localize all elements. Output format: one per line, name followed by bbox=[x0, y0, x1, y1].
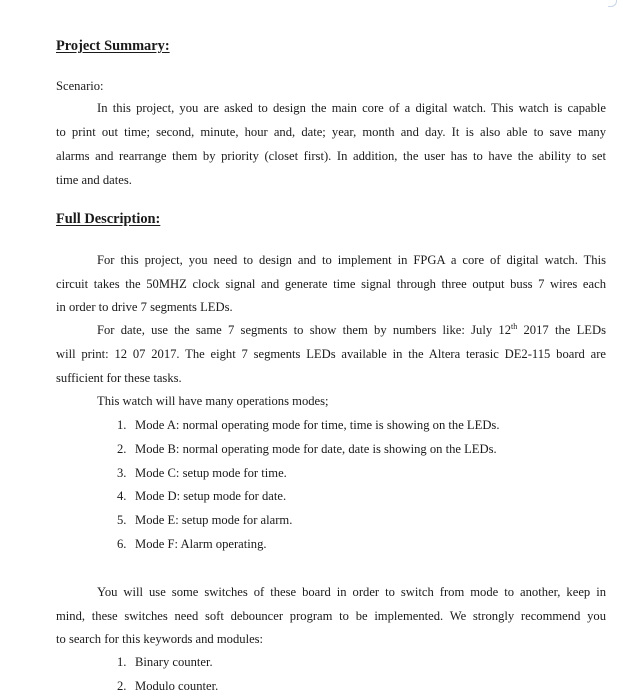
mode-f-text: Mode F: Alarm operating. bbox=[135, 537, 267, 551]
switches-line-3: to search for this keywords and modules: bbox=[56, 632, 264, 646]
list-number: 2. bbox=[117, 442, 127, 456]
list-number: 6. bbox=[117, 537, 127, 551]
list-item bbox=[117, 417, 499, 433]
switches-line-1: You will use some switches of these board in order to switch from mode to another, keep in bbox=[97, 585, 606, 599]
list-number: 4. bbox=[117, 489, 127, 503]
date-line-1 bbox=[97, 322, 606, 338]
corner-mark bbox=[608, 0, 617, 7]
list-item bbox=[117, 654, 213, 670]
description-line-1: For this project, you need to design and to implement in FPGA a core of digital watch. This bbox=[97, 253, 606, 267]
keyword-modulo-counter: Modulo counter. bbox=[135, 679, 219, 693]
list-item bbox=[117, 441, 497, 457]
list-number: 1. bbox=[117, 655, 127, 669]
project-summary-heading: Project Summary: bbox=[56, 38, 170, 54]
mode-b-text: Mode B: normal operating mode for date, date is showing on the LEDs. bbox=[135, 442, 497, 456]
summary-line-4: time and dates. bbox=[56, 173, 132, 187]
description-line-3: in order to drive 7 segments LEDs. bbox=[56, 300, 233, 314]
switches-line-2: mind, these switches need soft debouncer program to be implemented. We strongly recommend you bbox=[56, 609, 606, 623]
list-number: 1. bbox=[117, 418, 127, 432]
mode-a-text: Mode A: normal operating mode for time, time is showing on the LEDs. bbox=[135, 418, 500, 432]
mode-d-text: Mode D: setup mode for date. bbox=[135, 489, 287, 503]
list-item bbox=[117, 465, 287, 481]
list-item bbox=[117, 678, 218, 694]
date-line-3: sufficient for these tasks. bbox=[56, 371, 182, 385]
date-line-2: will print: 12 07 2017. The eight 7 segments LEDs available in the Altera terasic DE2-115 board are bbox=[56, 347, 606, 361]
mode-e-text: Mode E: setup mode for alarm. bbox=[135, 513, 293, 527]
list-item bbox=[117, 488, 286, 504]
description-line-2: circuit takes the 50MHZ clock signal and generate time signal through three output buss 7 wires each bbox=[56, 277, 606, 291]
summary-line-1: In this project, you are asked to design the main core of a digital watch. This watch is capable bbox=[97, 101, 606, 115]
list-number: 5. bbox=[117, 513, 127, 527]
list-number: 3. bbox=[117, 466, 127, 480]
date-ordinal-suffix: th bbox=[511, 322, 518, 331]
mode-c-text: Mode C: setup mode for time. bbox=[135, 466, 287, 480]
summary-line-3: alarms and rearrange them by priority (closet first). In addition, the user has to have the ability to set bbox=[56, 149, 606, 163]
list-number: 2. bbox=[117, 679, 127, 693]
full-description-heading: Full Description: bbox=[56, 211, 161, 227]
date-line-1-start: For date, use the same 7 segments to show them by numbers like: July 12 bbox=[97, 323, 512, 337]
date-line-1-end: 2017 the LEDs bbox=[517, 323, 606, 337]
modes-intro: This watch will have many operations modes; bbox=[97, 394, 329, 408]
list-item bbox=[117, 512, 292, 528]
summary-line-2: to print out time; second, minute, hour and, date; year, month and day. It is also able to save many bbox=[56, 125, 606, 139]
keyword-binary-counter: Binary counter. bbox=[135, 655, 213, 669]
list-item bbox=[117, 536, 267, 552]
scenario-label: Scenario: bbox=[56, 79, 104, 93]
